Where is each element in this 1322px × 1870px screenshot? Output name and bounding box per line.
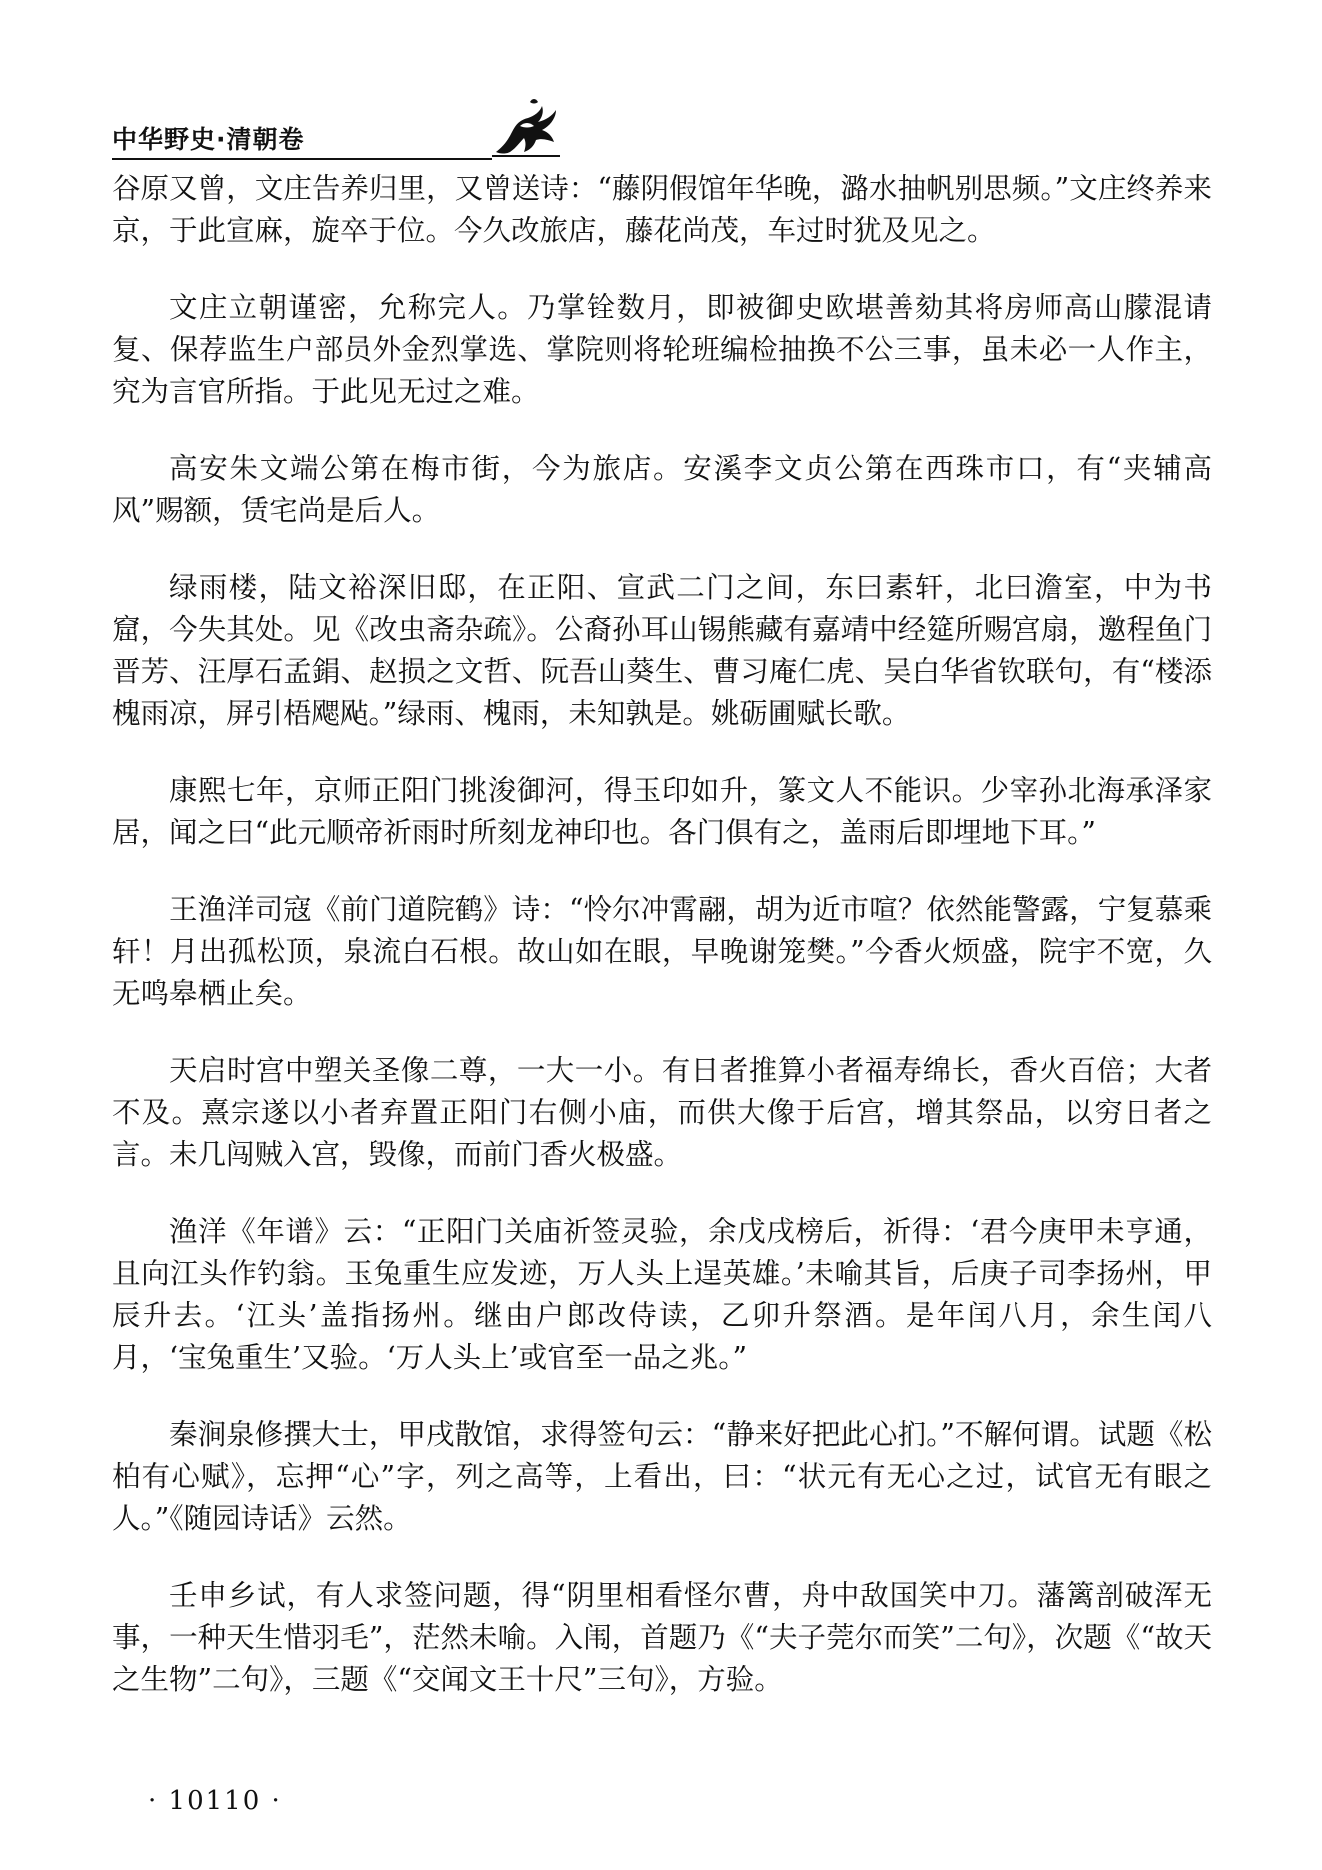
paragraph: 文庄立朝谨密，允称完人。乃掌铨数月，即被御史欧堪善劾其将房师高山朦混请复、保荐监生户部员外金烈掌选、掌院则将轮班编检抽换不公三事，虽未必一人作主，究为言官所指。于此见无过之难。 [112,291,1212,408]
paragraph: 绿雨楼，陆文裕深旧邸，在正阳、宣武二门之间，东曰素轩，北曰澹室，中为书窟，今失其处。见《改虫斋杂疏》。公裔孙耳山锡熊藏有嘉靖中经筵所赐宫扇，邀程鱼门晋芳、汪厚石孟鋗、赵损之文哲、阮吾山葵生、曹习庵仁虎、吴白华省钦联句，有“楼添槐雨凉，屏引梧飔飐。”绿雨、槐雨，未知孰是。姚砺圃赋长歌。 [112,571,1212,730]
paragraph: 谷原又曾，文庄告养归里，又曾送诗：“藤阴假馆年华晚，潞水抽帆别思频。”文庄终养来京，于此宣麻，旋卒于位。今久改旅店，藤花尚茂，车过时犹及见之。 [112,172,1212,247]
paragraph: 高安朱文端公第在梅市街，今为旅店。安溪李文贞公第在西珠市口，有“夹辅高风”赐额，赁宅尚是后人。 [112,452,1212,527]
page-number: · 10110 · [148,1786,282,1816]
paragraph: 壬申乡试，有人求签问题，得“阴里相看怪尔曹，舟中敌国笑中刀。藩篱剖破浑无事，一种天生惜羽毛”，茫然未喻。入闱，首题乃《“夫子莞尔而笑”二句》，次题《“故天之生物”二句》，三题《“交闻文王十尺”三句》，方验。 [112,1579,1212,1696]
paragraph: 康熙七年，京师正阳门挑浚御河，得玉印如升，篆文人不能识。少宰孙北海承泽家居，闻之曰“此元顺帝祈雨时所刻龙神印也。各门俱有之，盖雨后即埋地下耳。” [112,774,1212,849]
paragraph: 王渔洋司寇《前门道院鹤》诗：“怜尔冲霄翮，胡为近市喧？依然能警露，宁复慕乘轩！月出孤松顶，泉流白石根。故山如在眼，早晚谢笼樊。”今香火烦盛，院宇不宽，久无鸣皋栖止矣。 [112,893,1212,1010]
paragraph: 天启时宫中塑关圣像二尊，一大一小。有日者推算小者福寿绵长，香火百倍；大者不及。熹宗遂以小者弃置正阳门右侧小庙，而供大像于后宫，增其祭品，以穷日者之言。未几闯贼入宫，毁像，而前门香火极盛。 [112,1054,1212,1171]
running-header [112,78,1212,158]
dragon-emblem-icon [490,96,562,158]
paragraph: 秦涧泉修撰大士，甲戌散馆，求得签句云：“静来好把此心扪。”不解何谓。试题《松柏有心赋》，忘押“心”字，列之高等，上看出，曰：“状元有无心之过，试官无有眼之人。”《随园诗话》云然。 [112,1418,1212,1535]
paragraph: 渔洋《年谱》云：“正阳门关庙祈签灵验，余戊戌榜后，祈得：‘君今庚甲未亨通，且向江头作钓翁。玉兔重生应发迹，万人头上逞英雄。’未喻其旨，后庚子司李扬州，甲辰升去。‘江头’盖指扬州。继由户郎改侍读，乙卯升祭酒。是年闰八月，余生闰八月，‘宝兔重生’又验。‘万人头上’或官至一品之兆。” [112,1215,1212,1374]
book-title: 中华野史·清朝卷 [112,125,305,154]
header-rule [112,158,492,160]
body-text [112,168,1212,1736]
